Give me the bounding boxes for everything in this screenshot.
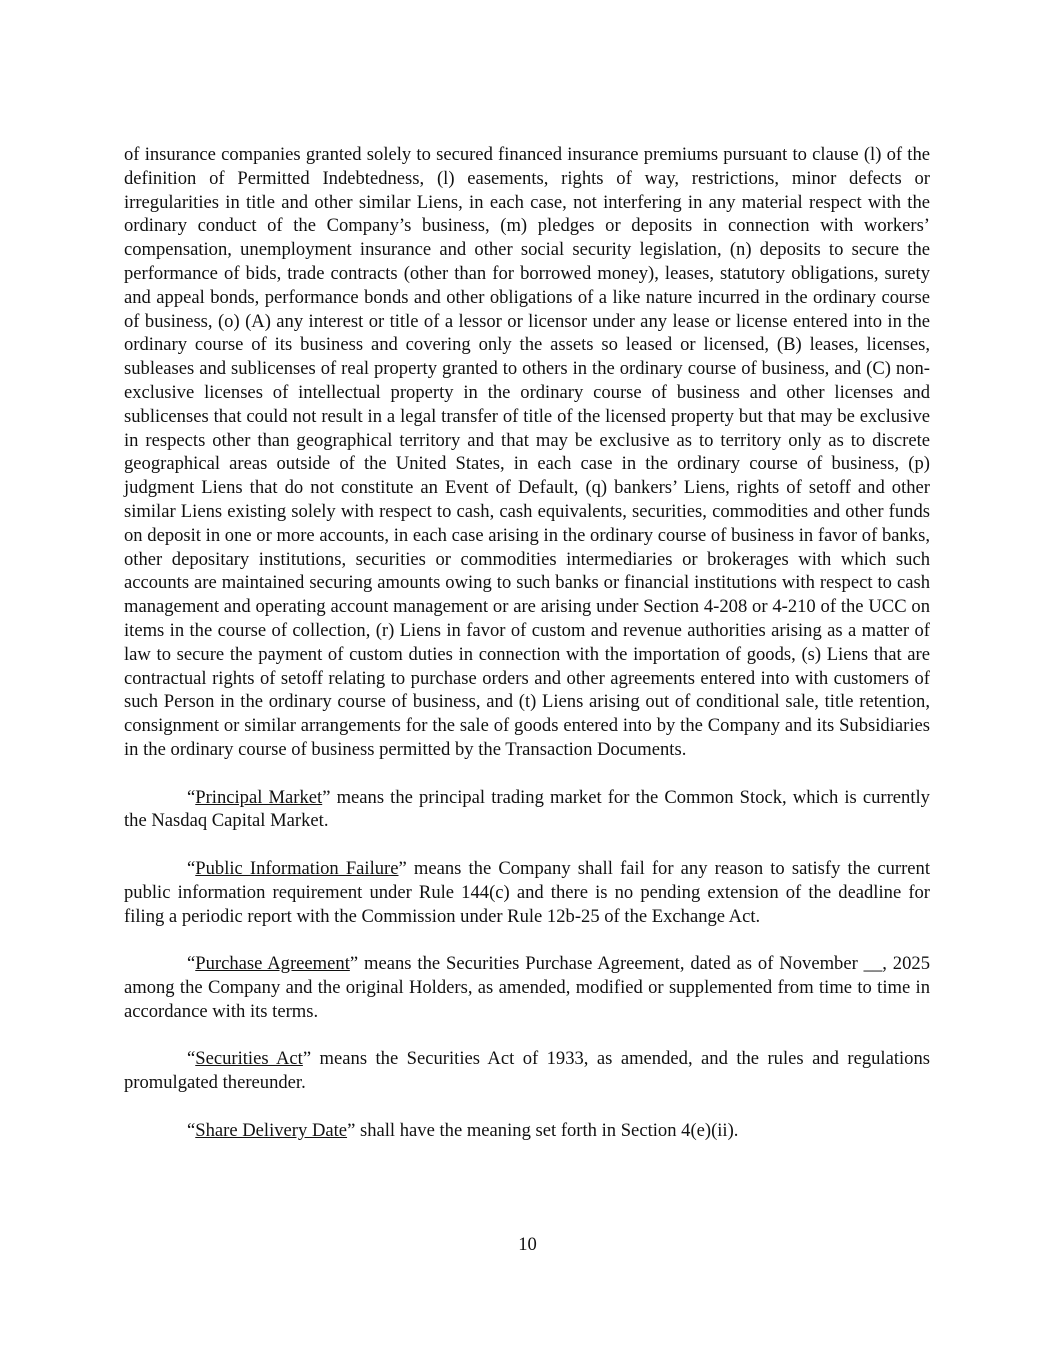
open-quote: “ — [187, 953, 196, 975]
open-quote: “ — [187, 786, 196, 808]
defined-term: Principal Market — [195, 786, 323, 808]
definition-purchase-agreement — [124, 952, 930, 1023]
defined-term: Securities Act — [195, 1048, 303, 1070]
page-number: 10 — [518, 1234, 537, 1255]
definition-public-information-failure — [124, 857, 930, 928]
definition-text: ” means the Company shall fail for any reason to satisfy the current public information requirement under Rule 144(c) and there is no pending extension of the deadline for filing a periodic report with the Commission under Rule 12b-25 of the Exchange Act. — [124, 857, 930, 927]
open-quote: “ — [187, 857, 196, 879]
open-quote: “ — [187, 1048, 196, 1070]
definition-text: ” shall have the meaning set forth in Section 4(e)(ii). — [347, 1119, 739, 1141]
defined-term: Public Information Failure — [195, 857, 399, 879]
document-page — [124, 143, 930, 1142]
defined-term: Share Delivery Date — [195, 1119, 348, 1141]
definition-text: ” means the principal trading market for the Common Stock, which is currently the Nasdaq Capital Market. — [124, 786, 930, 832]
definition-text: ” means the Securities Purchase Agreement, dated as of November __, 2025 among the Company and the original Holders, as amended, modified or supplemented from time to time in accordance with its terms. — [124, 953, 930, 1022]
defined-term: Purchase Agreement — [195, 953, 350, 975]
definition-text: ” means the Securities Act of 1933, as amended, and the rules and regulations promulgated thereunder. — [124, 1048, 930, 1094]
definition-share-delivery-date — [124, 1119, 930, 1143]
continuation-paragraph: of insurance companies granted solely to secured financed insurance premiums pursuant to clause (l) of the definition of Permitted Indebtedness, (l) easements, rights of way, restrictions, minor defects or irregularities in title and other similar Liens, in each case, not interfering in any material respect with the ordinary conduct of the Company’s business, (m) pledges or deposits in connection with workers’ compensation, unemployment insurance and other social security legislation, (n) deposits to secure the performance of bids, trade contracts (other than for borrowed money), leases, statutory obligations, surety and appeal bonds, performance bonds and other obligations of a like nature incurred in the ordinary course of business, (o) (A) any interest or title of a lessor or licensor under any lease or license entered into in the ordinary course of its business and covering only the assets so leased or licensed, (B) leases, licenses, subleases and sublicenses of real property granted to others in the ordinary course of business, and (C) non-exclusive licenses of intellectual property in the ordinary course of business and other licenses and sublicenses that could not result in a legal transfer of title of the licensed property but that may be exclusive in respects other than geographical territory and that may be exclusive as to territory only as to discrete geographical areas outside of the United States, in each case in the ordinary course of business, (p) judgment Liens that do not constitute an Event of Default, (q) bankers’ Liens, rights of setoff and other similar Liens existing solely with respect to cash, cash equivalents, securities, commodities and other funds on deposit in one or more accounts, in each case arising in the ordinary course of business in favor of banks, other depositary institutions, securities or commodities intermediaries or brokerages with which such accounts are maintained securing amounts owing to such banks or financial institutions with respect to cash management and operating account management or are arising under Section 4-208 or 4-210 of the UCC on items in the course of collection, (r) Liens in favor of custom and revenue authorities arising as a matter of law to secure the payment of custom duties in connection with the importation of goods, (s) Liens that are contractual rights of setoff relating to purchase orders and other agreements entered into with customers of such Person in the ordinary course of business, and (t) Liens arising out of conditional sale, title retention, consignment or similar arrangements for the sale of goods entered into by the Company and its Subsidiaries in the ordinary course of business permitted by the Transaction Documents. — [124, 144, 930, 760]
definition-securities-act — [124, 1047, 930, 1095]
open-quote: “ — [187, 1119, 196, 1141]
definition-principal-market — [124, 786, 930, 834]
